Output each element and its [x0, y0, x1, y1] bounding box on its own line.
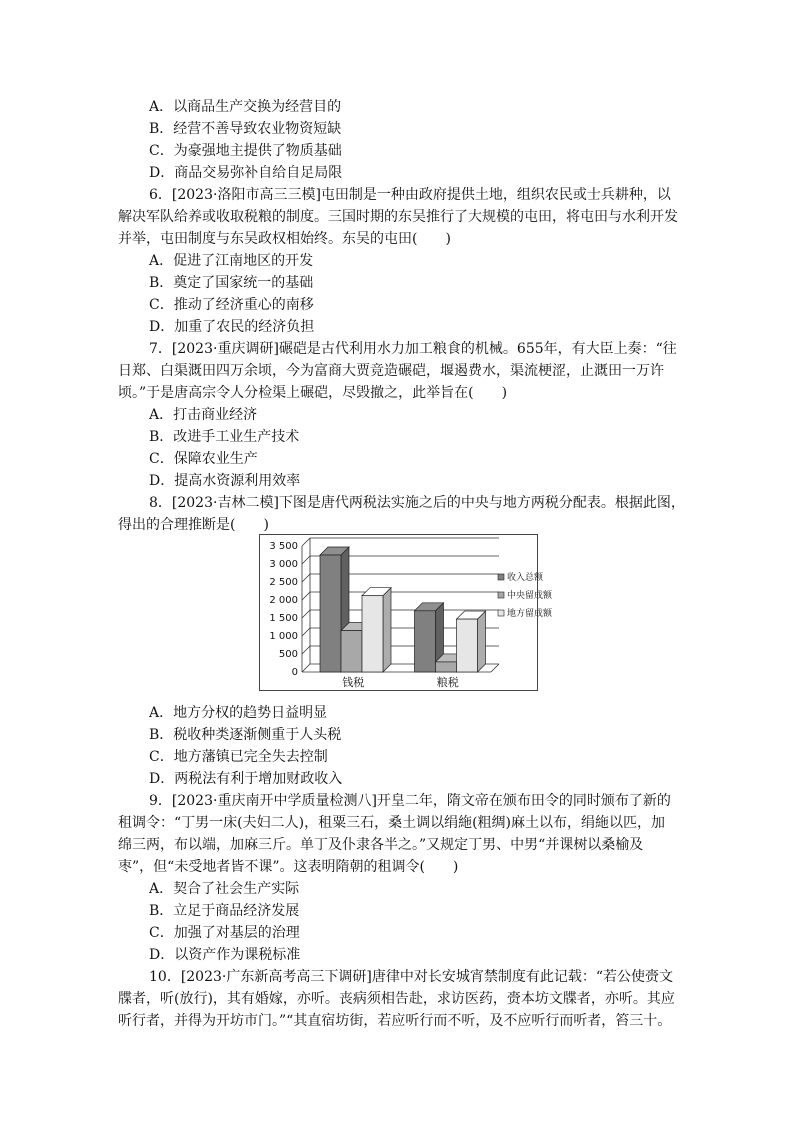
gridline-diagonal [302, 538, 310, 546]
bar-1-2 [457, 619, 478, 672]
y-tick-label: 2 000 [269, 595, 298, 606]
question-7-option-c: C．保障农业生产 [149, 451, 258, 467]
bar-side [383, 588, 391, 672]
legend-label: 中央留成额 [507, 591, 553, 601]
question-9-option-a: A．契合了社会生产实际 [149, 881, 300, 897]
question-8-stem: 得出的合理推断是( ) [118, 517, 269, 533]
y-tick-label: 2 500 [269, 577, 298, 588]
question-10-stem: 牒者，听(放行)，其有婚嫁，亦听。丧病须相告赴，求访医药，赍本坊文牒者，亦听。其应 [118, 991, 675, 1007]
option-line: C．为豪强地主提供了物质基础 [149, 143, 342, 159]
gridline-diagonal [302, 646, 310, 654]
legend-swatch [498, 592, 504, 598]
question-7-stem: 顷。”于是唐高宗令人分检渠上碾硙，尽毁撤之，此举旨在( ) [118, 385, 508, 401]
legend-swatch [498, 610, 504, 616]
legend-label: 地方留成额 [507, 609, 553, 619]
option-line: A．以商品生产交换为经营目的 [149, 99, 342, 115]
gridline-diagonal [302, 574, 310, 582]
question-9-option-c: C．加强了对基层的治理 [149, 925, 300, 941]
bar-1-0 [415, 611, 436, 672]
question-8-option-d: D．两税法有利于增加财政收入 [149, 771, 343, 787]
gridline-diagonal [302, 610, 310, 618]
gridline-diagonal [302, 556, 310, 564]
floor-edge [491, 664, 499, 672]
question-9-option-d: D．以资产作为课税标准 [149, 947, 301, 963]
y-tick-label: 500 [278, 649, 298, 660]
question-6-option-d: D．加重了农民的经济负担 [149, 319, 315, 335]
question-10-stem: 听行者，并得为开坊市门。”“其直宿坊街，若应听行而不听，及不应听行而听者，笞三十。 [118, 1013, 672, 1029]
question-9-stem: 租调令：“丁男一床(夫妇二人)，租粟三石，桑土调以绢絁(粗绸)麻土以布，绢絁以匹，加 [118, 815, 666, 831]
y-tick-label: 0 [291, 667, 298, 678]
question-9-stem: 9．[2023·重庆南开中学质量检测八]开皇二年，隋文帝在颁布田令的同时颁布了新的 [149, 793, 671, 809]
bar-chart-svg [260, 535, 553, 690]
option-line: D．商品交易弥补自给自足局限 [149, 165, 343, 181]
legend-swatch [498, 574, 504, 580]
bar-0-0 [320, 555, 341, 672]
question-7-stem: 日郑、白渠溉田四万余顷，今为富商大贾竞造碾硙，堰遏费水，渠流梗涩，止溉田一万许 [118, 363, 664, 379]
legend-label: 收入总额 [507, 573, 544, 583]
question-8-option-c: C．地方藩镇已完全失去控制 [149, 749, 328, 765]
question-8-option-a: A．地方分权的趋势日益明显 [149, 705, 328, 721]
gridline-diagonal [302, 664, 310, 672]
x-category-label: 粮税 [436, 676, 459, 689]
bar-1-1 [436, 662, 457, 672]
gridline-diagonal [302, 628, 310, 636]
question-8-option-b: B．税收种类逐渐侧重于人头税 [149, 727, 342, 743]
bar-0-1 [341, 631, 362, 672]
question-6-stem: 解决军队给养或收取税粮的制度。三国时期的东吴推行了大规模的屯田，将屯田与水利开发 [118, 209, 678, 225]
bar-0-2 [362, 596, 383, 672]
y-tick-label: 3 500 [269, 541, 298, 552]
question-6-stem: 6．[2023·洛阳市高三三模]屯田制是一种由政府提供土地，组织农民或士兵耕种，以 [149, 187, 671, 203]
question-7-option-b: B．改进手工业生产技术 [149, 429, 300, 445]
question-9-stem: 枣”，但“未受地者皆不课”。这表明隋朝的租调令( ) [118, 859, 459, 875]
x-category-label: 钱税 [342, 676, 365, 689]
question-6-option-a: A．促进了江南地区的开发 [149, 253, 314, 269]
tax-distribution-chart [259, 534, 553, 691]
option-line: B．经营不善导致农业物资短缺 [149, 121, 342, 137]
question-7-stem: 7．[2023·重庆调研]碾硙是古代利用水力加工粮食的机械。655年，有大臣上奏：“往 [149, 341, 677, 357]
question-7-option-d: D．提高水资源利用效率 [149, 473, 301, 489]
y-tick-label: 1 500 [269, 613, 298, 624]
question-9-option-b: B．立足于商品经济发展 [149, 903, 300, 919]
question-6-option-b: B．奠定了国家统一的基础 [149, 275, 314, 291]
question-8-stem: 8．[2023·吉林二模]下图是唐代两税法实施之后的中央与地方两税分配表。根据此图， [149, 495, 685, 511]
question-6-stem: 并举，屯田制度与东吴政权相始终。东吴的屯田( ) [118, 231, 451, 247]
question-7-option-a: A．打击商业经济 [149, 407, 258, 423]
gridline-diagonal [302, 592, 310, 600]
y-tick-label: 3 000 [269, 559, 298, 570]
y-tick-label: 1 000 [269, 631, 298, 642]
question-6-option-c: C．推动了经济重心的南移 [149, 297, 314, 313]
bar-side [478, 611, 486, 672]
question-10-stem: 10．[2023·广东新高考高三下调研]唐律中对长安城宵禁制度有此记载：“若公使赍文 [149, 969, 673, 985]
question-9-stem: 绵三两，布以端，加麻三斤。单丁及仆隶各半之。”又规定丁男、中男“并课树以桑榆及 [118, 837, 644, 853]
